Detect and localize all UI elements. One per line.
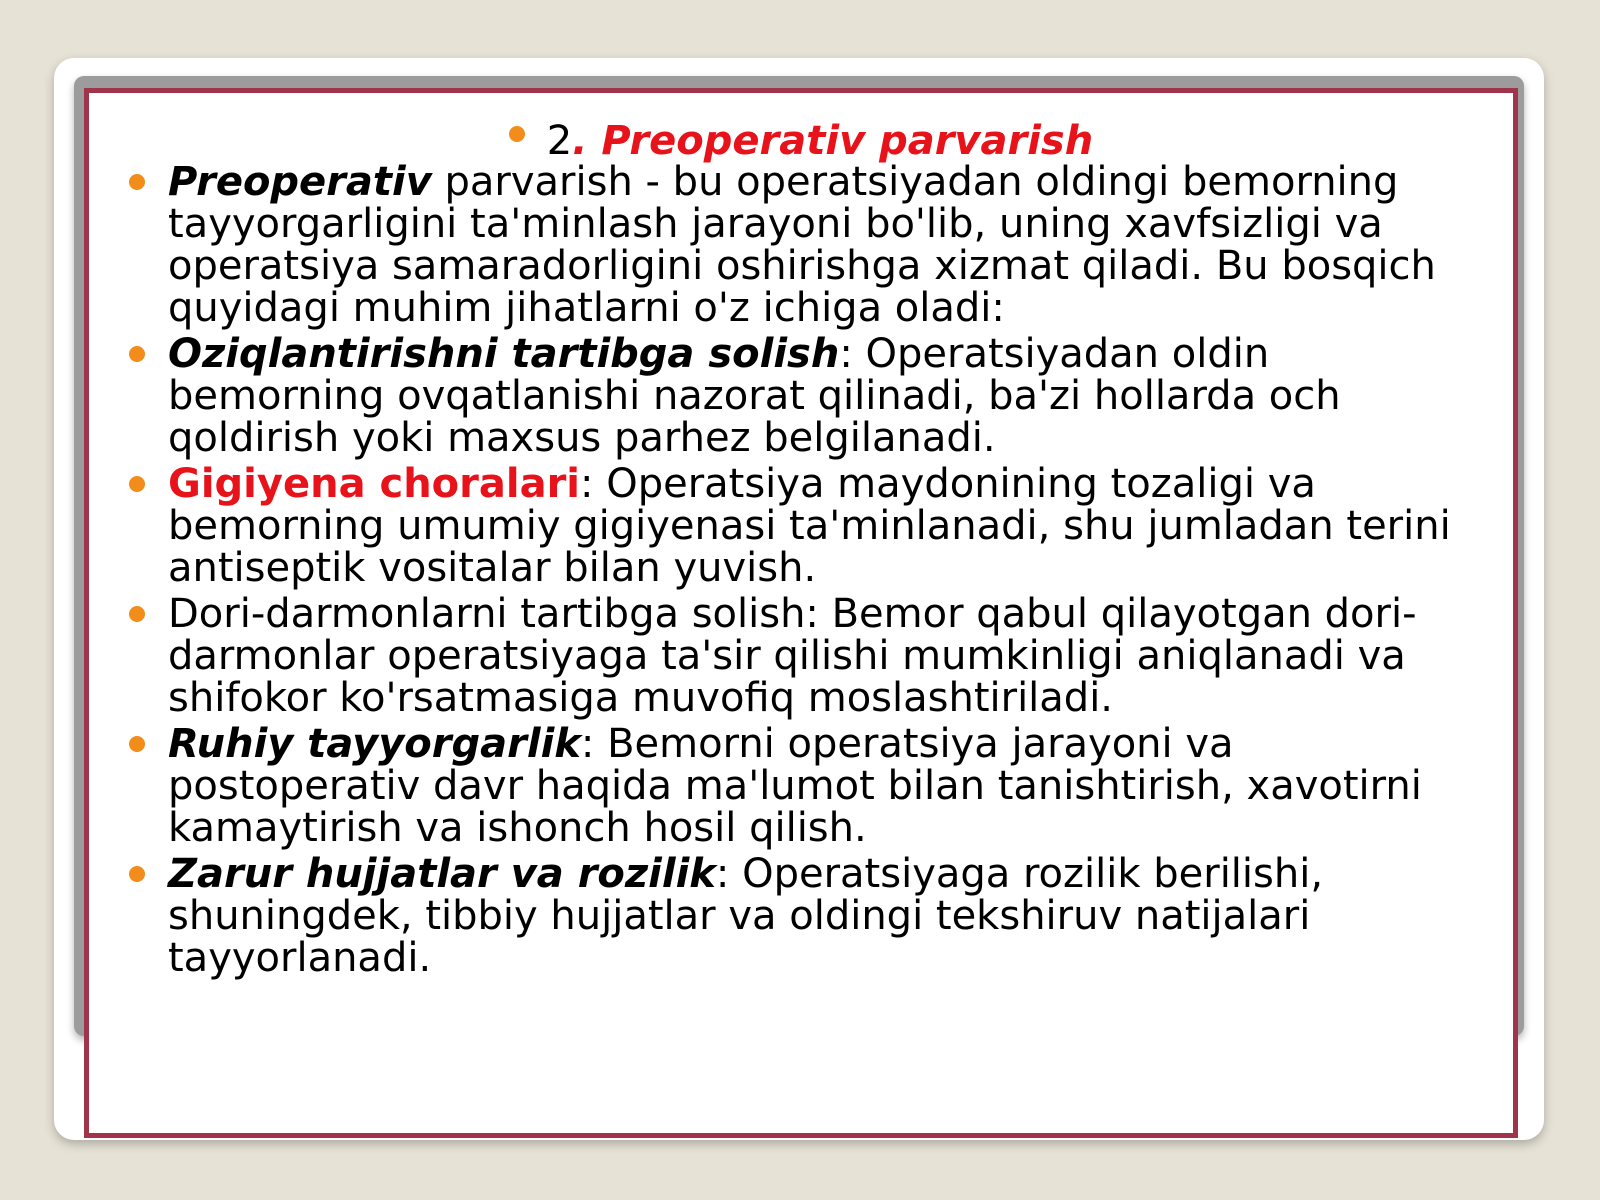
bullet-icon <box>129 476 145 492</box>
bullet-icon <box>129 346 145 362</box>
bullet-item-nutrition <box>89 333 1513 459</box>
bullet-list <box>89 161 1513 983</box>
bullet-term: Zarur hujjatlar va rozilik <box>168 851 716 897</box>
bullet-text: : Operatsiyaga rozilik berilishi, shuningdek, tibbiy hujjatlar va oldingi tekshiruv natijalari tayyorlanadi. <box>168 851 1324 981</box>
title-number: 2 <box>546 118 573 164</box>
bullet-text: parvarish - bu operatsiyadan oldingi bemorning tayyorgarligini ta'minlash jarayoni bo'lib, uning xavfsizligi va operatsiya samaradorligini oshirishga xizmat qiladi. Bu bosqich quyidagi muhim jihatlarni o'z ichiga oladi: <box>168 159 1436 331</box>
bullet-term: Preoperativ <box>168 159 432 205</box>
bullet-icon <box>129 174 145 190</box>
slide-title <box>89 117 1513 165</box>
title-text: . Preoperativ parvarish <box>572 118 1094 164</box>
bullet-icon <box>129 606 145 622</box>
bullet-icon <box>129 866 145 882</box>
slide-content <box>84 88 1518 1138</box>
bullet-icon <box>129 736 145 752</box>
bullet-text: : Operatsiya maydonining tozaligi va bemorning umumiy gigiyenasi ta'minlanadi, shu jumladan terini antiseptik vositalar bilan yuvish. <box>168 461 1451 591</box>
bullet-text: Dori-darmonlarni tartibga solish: Bemor qabul qilayotgan dori-darmonlar operatsiyaga ta'sir qilishi mumkinligi aniqlanadi va shifokor ko'rsatmasiga muvofiq moslashtiriladi. <box>168 591 1417 721</box>
bullet-term: Oziqlantirishni tartibga solish <box>168 331 840 377</box>
bullet-text: : Operatsiyadan oldin bemorning ovqatlanishi nazorat qilinadi, ba'zi hollarda och qoldirish yoki maxsus parhez belgilanadi. <box>168 331 1341 461</box>
bullet-term: Ruhiy tayyorgarlik <box>168 721 581 767</box>
bullet-term: Gigiyena choralari <box>168 461 581 507</box>
title-bullet-icon <box>509 126 525 142</box>
bullet-item-definition <box>89 161 1513 329</box>
bullet-item-hygiene <box>89 463 1513 589</box>
bullet-item-psychological <box>89 723 1513 849</box>
bullet-item-medications <box>89 593 1513 719</box>
bullet-text: : Bemorni operatsiya jarayoni va postoperativ davr haqida ma'lumot bilan tanishtirish, xavotirni kamaytirish va ishonch hosil qilish. <box>168 721 1422 851</box>
bullet-item-documents <box>89 853 1513 979</box>
